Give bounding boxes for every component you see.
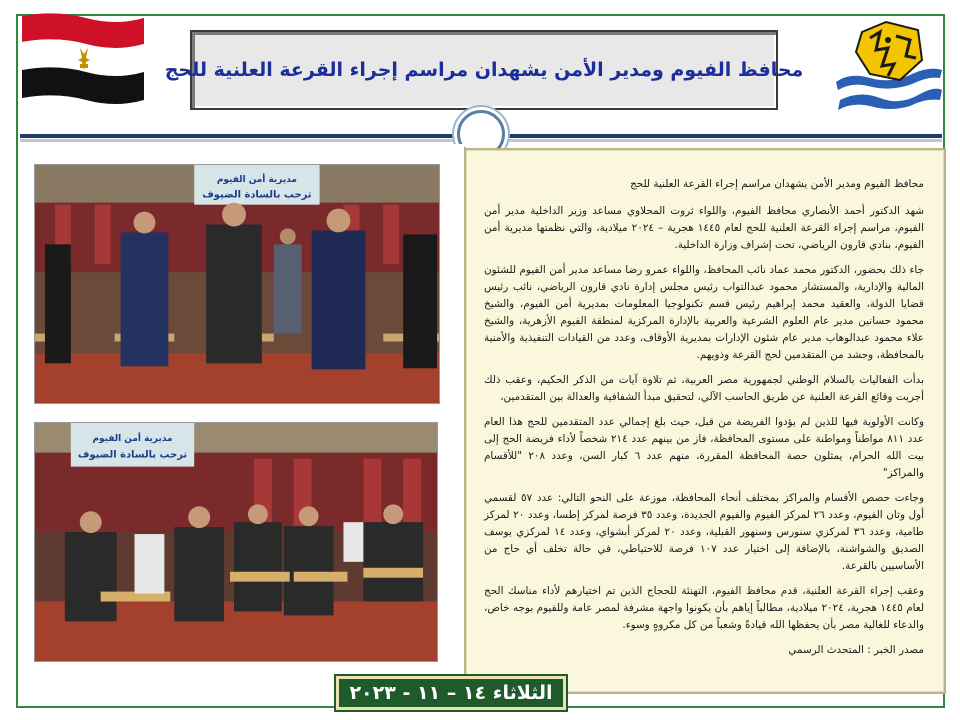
event-photo-audience-seated (34, 422, 438, 662)
date-banner (336, 676, 566, 710)
egypt-flag-icon (16, 12, 148, 106)
article-paragraph: شهد الدكتور أحمد الأنصاري محافظ الفيوم، واللواء ثروت المحلاوي مساعد وزير الداخلية مدير أمن الفيوم، مراسم إجراء القرعة العلنية للحج لعام ١٤٤٥ هجرية – ٢٠٢٤ ميلادية، والتي نظمتها مديرية أمن الفيوم، بنادي قارون الرياضي، تحت إشراف وزارة الداخلية. (484, 205, 924, 251)
article-paragraph: وكانت الأولوية فيها للذين لم يؤدوا الفريضة من قبل، حيث بلغ إجمالي عدد المتقدمين للحج هذا العام عدد ٨١١ مواطناً ومواطنة على مستوى المحافظة، فاز من بينهم عدد ٢١٤ شخصاً لأداء فريضة الحج إلى بيت الله الحرام، يمثلون حصة المحافظة المقررة، منهم عدد ٦ كبار السن، وعدد ٢٠٨ "للأقسام والمراكز" (484, 416, 924, 479)
article-source: مصدر الخبر : المتحدث الرسمي (788, 644, 924, 656)
article-paragraph: وعقب إجراء القرعة العلنية، قدم محافظ الفيوم، التهنئة للحجاج الذين تم اختيارهم لأداء مناسك الحج لعام ١٤٤٥ هجرية، ٢٠٢٤ ميلادية، مطالباً إياهم بأن يكونوا واجهة مشرفة لمصر عامة وللفيوم بوجه خاص، والدعاء للغالية مصر بأن يحفظها الله قيادةً وشعباً من كل مكروهٍ وسوء. (484, 585, 924, 631)
event-photo-officials-standing (34, 164, 440, 404)
banner-line-1: مديرية أمن الفيوم (92, 433, 173, 444)
banner-line-2: ترحب بالسادة الضيوف (202, 189, 312, 201)
headline-banner (164, 30, 804, 110)
date-text: الثلاثاء ١٤ – ١١ - ٢٠٢٣ (349, 682, 553, 704)
headline-title: محافظ الفيوم ومدير الأمن يشهدان مراسم إجراء القرعة العلنية للحج (164, 59, 804, 81)
article-panel (464, 148, 946, 694)
article-paragraph: وجاءت حصص الأقسام والمراكز بمختلف أنحاء المحافظة، موزعة على النحو التالي: عدد ٥٧ لقسمي أول وثان الفيوم، وعدد ٢٦ لمركز الفيوم والفيوم الجديدة، وعدد ٣٥ فرصة لمركز إطسا، وعدد ٢٠ لمركز طامية، وعدد ٣٦ لمركزي سنورس وسنهور القبلية، وعدد ٢٠ لمركز أبشواي، وعدد ١٤ لمركزي يوسف الصديق والشواشنة، بالإضافة إلى اختيار عدد ١٠٧ فرصة للاحتياطي، في حالة تخلف أي حاج من الأساسيين بالقرعة. (484, 492, 925, 572)
article-lead: محافظ الفيوم ومدير الأمن يشهدان مراسم إجراء القرعة العلنية للحج (630, 178, 924, 190)
banner-line-2: ترحب بالسادة الضيوف (77, 449, 188, 461)
article-paragraph: بدأت الفعاليات بالسلام الوطني لجمهورية مصر العربية، ثم تلاوة آيات من الذكر الحكيم، وعقب ذلك أجريت وقائع القرعة العلنية عن طريق الحاسب الآلي، لتحقيق مبدأ الشفافية والعدالة بين المتقدمين، (484, 374, 924, 403)
banner-line-1: مديرية أمن الفيوم (216, 174, 297, 185)
article-paragraph: جاء ذلك بحضور، الدكتور محمد عماد نائب المحافظ، واللواء عمرو رضا مساعد مدير أمن الفيوم للشئون المالية والإدارية، والمستشار محمود عبدالتواب رئيس مجلس إدارة نادي قارون الرياضي، نائب رئيس قضايا الدولة، والعقيد محمد إبراهيم رئيس قسم تكنولوجيا المعلومات بمديرية أمن الفيوم، والشيخ محمود حسانين مدير عام العلوم الشرعية والعربية بالإدارة المركزية لمنطقة الفيوم الأزهرية، والشيخ علاء محمود عبدالوهاب مدير عام شئون الإدارات بمديرية الأوقاف، وعدد من القيادات التنفيذية والأمنية بالمحافظة، وحشد من المتقدمين لحج القرعة وذويهم. (484, 264, 924, 361)
fayoum-governorate-logo (830, 20, 945, 115)
